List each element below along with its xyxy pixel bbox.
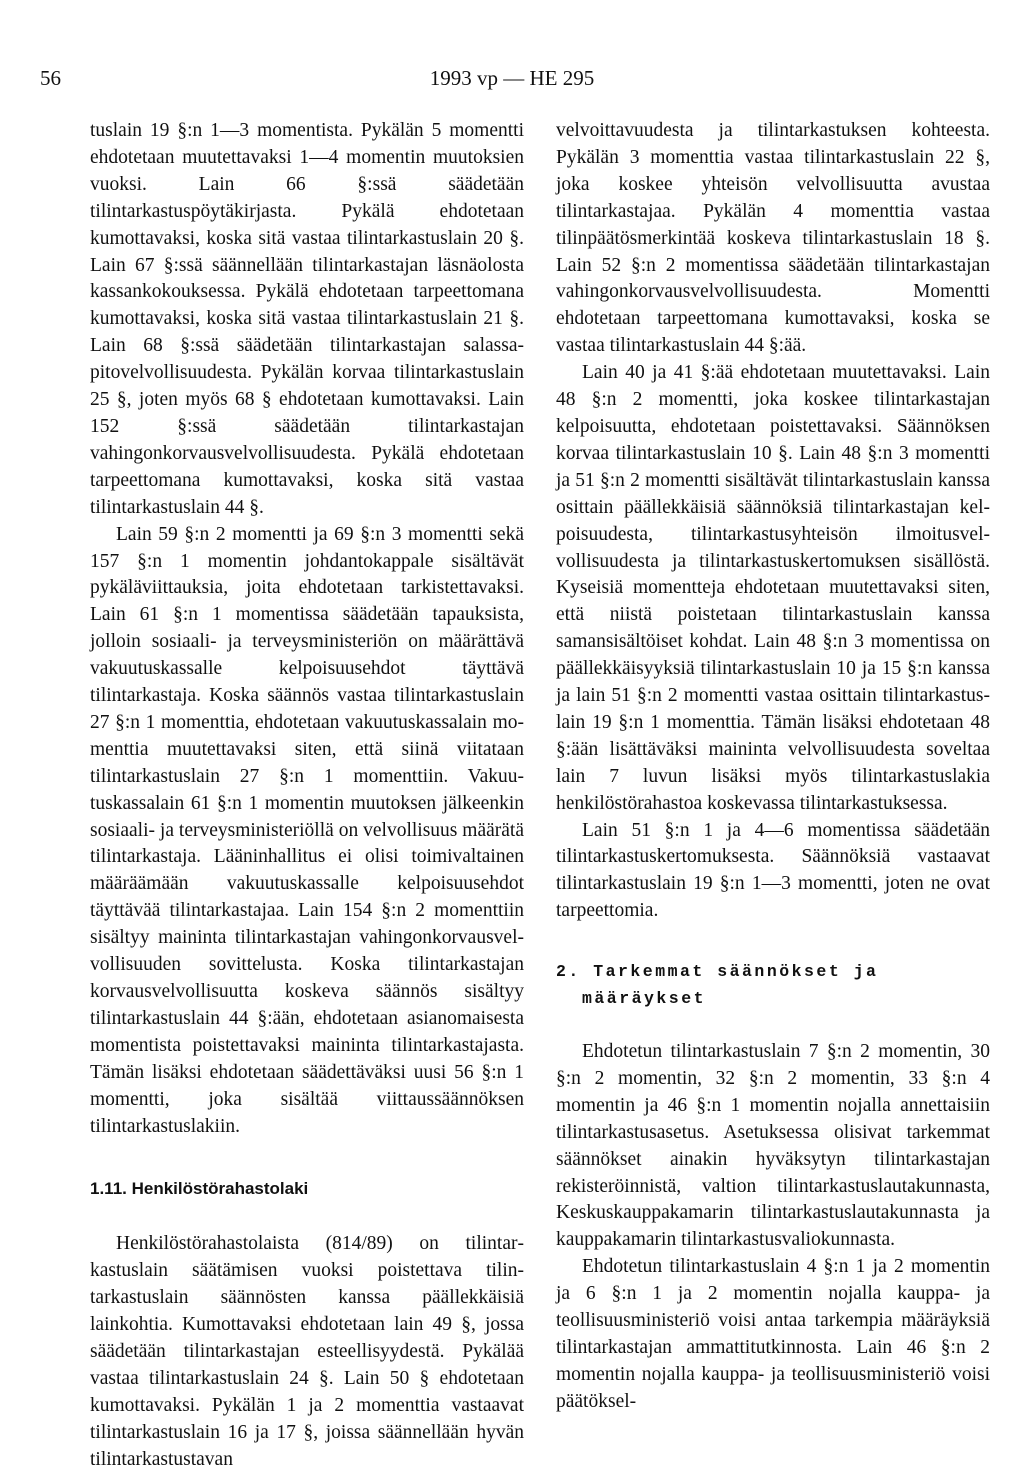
paragraph: Henkilöstörahastolaista (814/89) on tilintarkastuslain säätämisen vuoksi poistettava tilintarkastuslain säännösten kanssa päällekkäisiä lainkohtia. Kumottavaksi ehdotetaan lain 49 §, jossa säädetään tilintarkastajan esteellisyydestä. Pykälää vastaa tilintarkastuslain 24 §. Lain 50 § ehdotetaan kumottavaksi. Pykälän 1 ja 2 momenttia vastaavat tilintarkastuslain 16 ja 17 §, joissa säännellään hyvän tilintarkastustavan [90, 1233, 524, 1470]
paragraph: velvoittavuudesta ja tilintarkastuksen kohteesta. Pykälän 3 momenttia vastaa tilintarkastuslain 22 §, joka koskee yhteisön velvollisuutta avustaa tilintarkastajaa. Pykälän 4 momenttia vastaa tilinpäätösmerkintää koskeva tilintarkastuslain 18 §. Lain 52 §:n 2 momentissa säädetään tilintarkastajan vahingonkorvausvelvollisuudesta. Momentti ehdotetaan tarpeettomana kumottavaksi, koska se vastaa tilintarkastuslain 44 §:ää. [556, 120, 990, 357]
left-column [90, 118, 524, 1474]
paragraph: tuslain 19 §:n 1—3 momentista. Pykälän 5 momentti ehdotetaan muutettavaksi 1—4 momentin muutoksien vuoksi. Lain 66 §:ssä säädetään tilintarkastuspöytäkirjasta. Pykälä ehdotetaan kumottavaksi, koska sitä vastaa tilintarkastuslain 20 §. Lain 67 §:ssä säännellään tilintarkastajan läsnäolosta kassankokouksessa. Pykälä ehdotetaan tarpeettomana kumottavaksi, koska sitä vastaa tilintarkastuslain 21 §. Lain 68 §:ssä säädetään tilintarkastajan salassapitovelvollisuudesta. Pykälän korvaa tilintarkastuslain 25 §, joten myös 68 § ehdotetaan kumottavaksi. Lain 152 §:ssä säädetään tilintarkastajan vahingonkorvausvelvollisuudesta. Pykälä ehdotetaan tarpeettomana kumottavaksi, koska sitä vastaa tilintarkastuslain 44 §. [90, 120, 524, 518]
paragraph: Lain 59 §:n 2 momentti ja 69 §:n 3 momentti sekä 157 §:n 1 momentin johdantokappale sisältävät pykäläviittauksia, joita ehdotetaan tarkistettavaksi. Lain 61 §:n 1 momentissa säädetään tapauksista, jolloin sosiaali- ja terveysministeriön on määrättävä vakuutuskassalle kelpoisuusehdot täyttävä tilintarkastaja. Koska säännös vastaa tilintarkastuslain 27 §:n 1 momenttia, ehdotetaan vakuutuskassalain momenttia muutettavaksi siten, että siinä viitataan tilintarkastuslain 27 §:n 1 momenttiin. Vakuutuskassalain 61 §:n 1 momentin muutoksen jälkeenkin sosiaali- ja terveysministeriöllä on velvollisuus määrätä tilintarkastaja. Lääninhallitus ei olisi toimivaltainen määräämään vakuutuskassalle kelpoisuusehdot täyttävää tilintarkastajaa. Lain 154 §:n 2 momenttiin sisältyy maininta tilintarkastajan vahingonkorvausvelvollisuuden sovittelusta. Koska tilintarkastajan korvausvelvollisuutta koskeva säännös sisältyy tilintarkastuslain 44 §:ään, ehdotetaan asianomaisesta momentista poistettavaksi maininta tilintarkastajasta. Tämän lisäksi ehdotetaan säädettäväksi uusi 56 §:n 1 momentti, joka sisältää viittaussäännöksen tilintarkastuslakiin. [90, 523, 524, 1137]
paragraph: Lain 40 ja 41 §:ää ehdotetaan muutettavaksi. Lain 48 §:n 2 momentti, joka koskee tilintarkastajan kelpoisuutta, ehdotetaan poistettavaksi. Säännöksen korvaa tilintarkastuslain 10 §. Lain 48 §:n 3 momentti ja 51 §:n 2 momentti sisältävät tilintarkastuslain kanssa osittain päällekkäisiä säännöksiä tilintarkastajan kelpoisuudesta, tilintarkastusyhteisön ilmoitusvelvollisuudesta ja tilintarkastuskertomuksen sisällöstä. Kyseisiä momentteja ehdotetaan muutettavaksi siten, että niistä poistetaan tilintarkastuslain kanssa samansisältöiset kohdat. Lain 48 §:n 3 momentissa on päällekkäisyyksiä tilintarkastuslain 10 ja 15 §:n kanssa ja lain 51 §:n 2 momentti vastaa osittain tilintarkastuslain 19 §:n 1 momenttia. Tämän lisäksi ehdotetaan 48 §:ään lisättäväksi maininta velvollisuudesta soveltaa lain 7 luvun lisäksi myös tilintarkastuslakia henkilöstörahastoa koskevassa tilintarkastuksessa. [556, 362, 990, 814]
paragraph: Ehdotetun tilintarkastuslain 7 §:n 2 momentin, 30 §:n 2 momentin, 32 §:n 2 momentin, 33 §:n 4 momentin ja 46 §:n 1 momentin nojalla annettaisiin tilintarkastusasetus. Asetuksessa olisivat tarkemmat säännökset ainakin hyväksytyn tilintarkastajan rekisteröinnistä, valtion tilintarkastuslautakunnasta, Keskuskauppakamarin tilintarkastuslautakunnasta ja kauppakamarin tilintarkastusvaliokunnasta. [556, 1041, 990, 1251]
paragraph: Ehdotetun tilintarkastuslain 4 §:n 1 ja 2 momentin ja 6 §:n 1 ja 2 momentin nojalla kauppa- ja teollisuusministeriö voisi antaa tarkempia määräyksiä tilintarkastajan ammattitutkinnosta. Lain 46 §:n 2 momentin nojalla kauppa- ja teollisuusministeriö voisi päätöksel- [556, 1256, 990, 1412]
section-heading: 2. Tarkemmat säännökset ja määräykset [556, 962, 879, 1009]
paragraph: Lain 51 §:n 1 ja 4—6 momentissa säädetään tilintarkastuskertomuksesta. Säännöksiä vastaavat tilintarkastuslain 19 §:n 1—3 momentti, joten ne ovat tarpeettomia. [556, 819, 990, 922]
section-heading: 1.11. Henkilöstörahastolaki [90, 1179, 309, 1199]
page-number: 56 [40, 66, 61, 90]
right-column [556, 118, 990, 1416]
running-title: 1993 vp — HE 295 [429, 66, 595, 90]
